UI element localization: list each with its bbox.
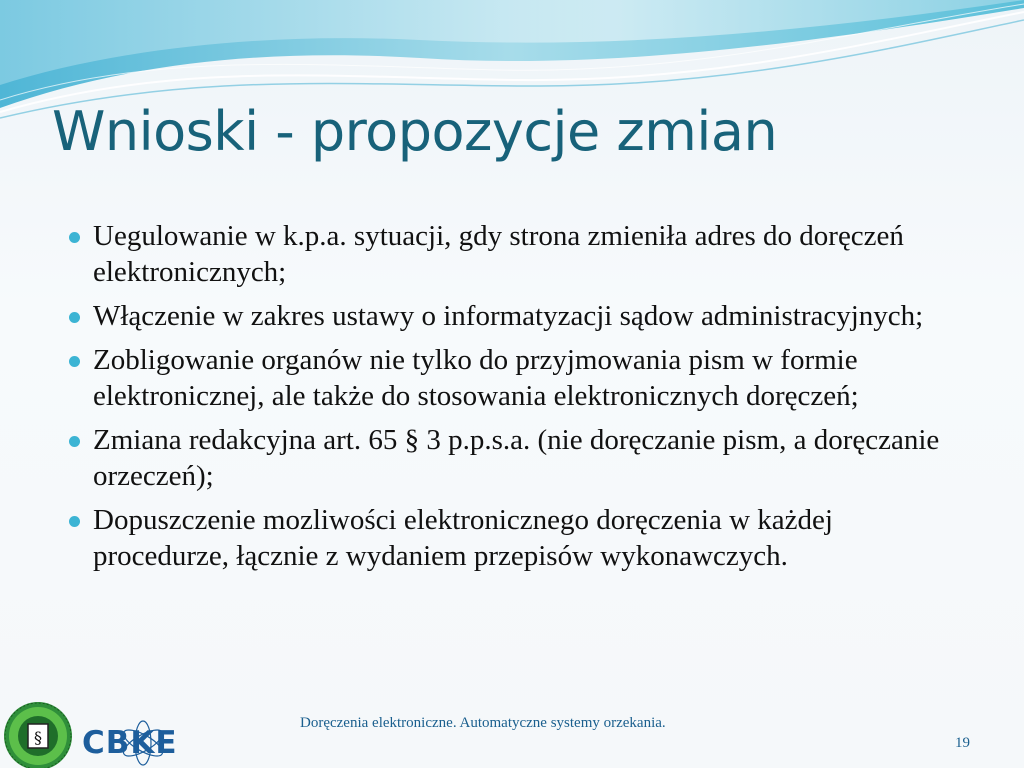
bullet-icon: [69, 232, 80, 243]
bullet-text: Zobligowanie organów nie tylko do przyjmowania pism w formie elektronicznej, ale także do stosowania elektronicznych doręczeń;: [93, 344, 859, 412]
bullet-text: Zmiana redakcyjna art. 65 § 3 p.p.s.a. (nie doręczanie pism, a doręczanie orzeczeń);: [93, 424, 940, 492]
page-number: 19: [955, 735, 970, 751]
bullet-icon: [69, 436, 80, 447]
blok-prawa-komputerowego-seal-logo: [0, 698, 78, 768]
bullet-item: [62, 342, 967, 414]
bullet-icon: [69, 516, 80, 527]
bullet-text: Uegulowanie w k.p.a. sytuacji, gdy strona zmieniła adres do doręczeń elektronicznych;: [93, 220, 904, 288]
svg-text:§: §: [34, 728, 42, 747]
slide-title: Wnioski - propozycje zmian: [52, 100, 778, 163]
bullet-item: [62, 502, 967, 574]
bullet-item: [62, 422, 967, 494]
bullet-icon: [69, 312, 80, 323]
bullet-icon: [69, 356, 80, 367]
bullet-text: Dopuszczenie mozliwości elektronicznego doręczenia w każdej procedurze, łącznie z wydaniem przepisów wykonawczych.: [93, 504, 833, 572]
bullet-item: [62, 218, 967, 290]
bullet-text: Włączenie w zakres ustawy o informatyzacji sądow administracyjnych;: [93, 300, 924, 332]
bullet-list: [62, 218, 967, 582]
bullet-item: [62, 298, 967, 334]
footer-text: Doręczenia elektroniczne. Automatyczne systemy orzekania.: [300, 715, 666, 731]
cbke-logo-text: CBKE: [82, 725, 178, 761]
